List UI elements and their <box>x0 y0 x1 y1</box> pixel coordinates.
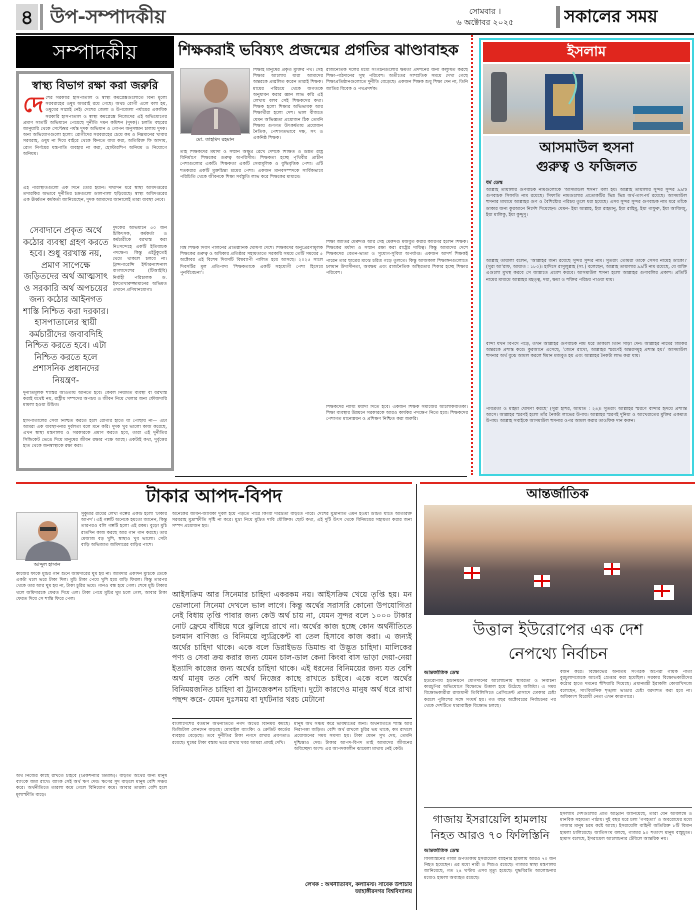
flag-icon <box>464 567 480 579</box>
header-rule <box>16 33 694 35</box>
gaza-body-1: ফিলিস্তিনের গাজা উপত্যকায় ইসরায়েলি বাহিনীর হামলায় আরও ৭০ জন নিহত হয়েছেন। এর মধ্যে নারী ও শিশুও রয়েছে। গাজার স্বাস্থ্য মন্ত্রণালয় জানিয়েছে, গত ২৪ ঘণ্টায় এসব মৃত্যু হয়েছে। যুদ্ধবিরতি আলোচনার মধ্যেও হামলা অব্যাহত রয়েছে। <box>424 857 556 881</box>
person-silhouette-icon <box>17 513 79 561</box>
international-body-1: ইউরোপীয় ইউনিয়নে যোগদানের আলোচনায় স্থবিরতা ও নির্বাচনী কারচুপির অভিযোগে বিক্ষোভে উত্তাল হয়ে উঠেছে জর্জিয়া। এ সময় বিক্ষোভকারীরা রাজধানী তিবিলিসিতে প্রেসিডেন্ট প্রাসাদে ঢোকার চেষ্টা করলে পুলিশের সঙ্গে সংঘর্ষ হয়। গত বছর অক্টোবরের নির্বাচনের পর থেকে দেশটিতে ধারাবাহিক বিক্ষোভ চলছে। <box>424 679 556 709</box>
editorial-label: সম্পাদকীয় <box>16 36 174 68</box>
main-body-1: শিক্ষাই মানুষের প্রকৃত মুক্তির পথ। সেই শিক্ষার আলোয় যারা আমাদের অন্তরকে প্রজ্বলিত করেন তারাই শিক্ষক। মায়ের পরিচয়ে থেকে জগতকে অনুধাবন করার জ্ঞান লাভ করি এই লেখায় বলব সেই শিক্ষকদের কথা। শিক্ষক হলো শিক্ষার অভিভাবক আর শিক্ষার্থীরা হলো দেশ। ভাল বীজতে যেমন অভিজ্ঞতা প্রয়োজন ঠিক তেমনি শিক্ষায় গুণগত উৎকর্ষতায় প্রয়োজন নৈতিক, পেশাগতভাবে দক্ষ, সৎ ও একনিষ্ঠ শিক্ষক। <box>253 68 323 142</box>
international-title <box>424 618 692 666</box>
section-title: উপ-সম্পাদকীয় <box>50 6 166 28</box>
column-separator <box>416 484 417 910</box>
main-body-5: শিক্ষা জাতির মেরুদণ্ড আর সেই মেরুদণ্ড মজবুত করার কারিগর হলেন শিক্ষক। শিক্ষকের মর্যাদা ও সম্মান রক্ষা করা রাষ্ট্রের দায়িত্ব। কিন্তু আমাদের দেশে শিক্ষকদের বেতন-ভাতা ও সুযোগ-সুবিধা অপর্যাপ্ত। একজন আদর্শ শিক্ষকই পারেন তার ছাত্রের মাঝে চরিত্র গড়ে তুলতে। কিন্তু আজকাল শিক্ষাঙ্গনগুলোতে চলমান উদাসীনতা, অবক্ষয় এবং রাজনৈতিক অস্থিরতার শিকার হচ্ছে শিক্ষার পরিবেশ। <box>326 240 468 277</box>
taka-body-1: সুকুমার রায়ের লেখা গল্পের একটি হলো 'টাকার আপদ'। এই গল্পটি অনেকে হয়তো জানেন, কিন্তু তারপরও বলি গল্পটি হলো এই রকম। বুড়ো মুচি রাতদিন কাজ করছে আর গান গান করছে। তার মেজাজ বড় খুশি, স্বাস্থ্যও খুব ভালো। সেটা বাড়ি অভিজাত জমিদারের বাড়ির পাশে। <box>81 512 167 549</box>
page-header <box>0 0 700 34</box>
islam-label: ইসলাম <box>483 42 690 62</box>
person-silhouette-icon <box>181 69 251 135</box>
divider <box>40 4 43 30</box>
editorial-body-4: হাসপাতালের সেবা নিশ্চিত করতে হলে রোগীর হাতে যা পৌঁছায় না— এটা আমরা এক ব্যবস্থাপনার দুর্বলতা বলে মনে করি। দুদক খুব ভালো কাজ করেছে, এখন স্বাস্থ্য মন্ত্রণালয় ও সরকারকে প্রমাণ করতে হবে, তারা এই দুর্নীতির সিন্ডিকেট ভেঙে দিয়ে মানুষের জীবন রক্ষার পক্ষে আছে। একটাই কথা, দুর্বৃত্তের হাত থেকে জনস্বাস্থ্যকে রক্ষা করা। <box>23 419 167 449</box>
main-article-title: শিক্ষকরাই ভবিষ্যৎ প্রজন্মের প্রগতির ঝাণ্ডাবাহক <box>178 41 459 59</box>
islam-box <box>479 38 694 476</box>
taka-article-title: টাকার আপদ-বিপদ <box>146 486 282 507</box>
islam-body-3: বান্দা যখন বিপদে পড়ে, তখন আল্লাহর গুণবাচক নাম ধরে ডাকলে তিনি সাড়া দেন। আল্লাহর নামের জিকির অন্তরকে প্রশান্ত করে। কুরআনে এসেছে, 'জেনে রাখো, আল্লাহর স্মরণেই অন্তরসমূহ প্রশান্ত হয়।' আসমাউল হুসনার অর্থ বুঝে আমল করলে ঈমান মজবুত হয় এবং আল্লাহর নৈকট্য লাভ করা যায়। <box>486 342 687 360</box>
author-photo <box>180 68 250 134</box>
gaza-desk: আন্তর্জাতিক ডেস্ক <box>424 848 459 854</box>
islam-article <box>483 136 690 474</box>
international-desk: আন্তর্জাতিক ডেস্ক <box>424 670 459 676</box>
gaza-title-1: গাজায় ইসরায়েলি হামলায় <box>432 813 548 826</box>
islam-title-2: গুরুত্ব ও ফজিলত <box>536 159 637 175</box>
gaza-body-2: ইসলামি দেশগুলোর প্রতি আহ্বান জানিয়েছে, তারা যেন অবিলম্বে ও মানবিক সহায়তা পাঠায়। দুই বছর ধরে চলা 'গণহত্যা' ও অবরোধের মধ্যে গাজার মানুষ চরম কষ্টে আছে। ইসরায়েলি বাহিনী অতিরিক্ত ৮টি বিমান হামলা চালিয়েছে। জাতিসংঘ বলছে, গাজার ৯০ শতাংশ মানুষ বাস্তুচ্যুত। হামাস বলেছে, ইসরায়েল আলোচনার টেবিলে আন্তরিক নয়। <box>560 812 692 842</box>
main-body-6: শিক্ষকদের ন্যায্য মর্যাদা দিতে হবে। একজন শিক্ষক সমাজের আলোকবর্তিকা। শিক্ষা ব্যবস্থার উন্নয়নে সরকারকে আরও কার্যকর পদক্ষেপ নিতে হবে। শিক্ষকদের পেশাগত মানোন্নয়ন ও প্রশিক্ষণ নিশ্চিত করা জরুরি। <box>326 405 468 423</box>
editorial-pull-quote: সেবাদানে প্রকৃত অর্থে কঠোর ব্যবস্থা গ্রহণ করতে হবে। শুধু বরখাস্ত নয়, প্রমাণ সাপেক্ষে জড়িতদের অর্থ আত্মসাৎ ও সরকারি অর্থ অপচয়ের জন্য কঠোর আইনগত শাস্তি নিশ্চিত করা দরকার। হাসপাতালের স্থায়ী কর্মচারীদের জবাবদিহি নিশ্চিত করতে হবে। এটা নিশ্চিত করতে হলে প্রশাসনিক প্রধানদের নিয়ন্ত্রণ- <box>23 226 109 386</box>
taka-body-4: অর্থ নিজের কাছে রাখতে চাইবে (প্রিকশনারি ডিমান্ড)। বাড়তি অর্থের জন্য মানুষ ব্যাংকে জমা রাখে। ব্যাংক সেই অর্থ ঋণ দেয়। ঋণের সুদ বাড়লে মানুষ বেশি সঞ্চয় করে। অর্থনীতিতে তারল্য কমে গেলে বিনিয়োগ কমে। আবার তারল্য বেশি হলে মূল্যস্ফীতি বাড়ে। <box>16 774 167 798</box>
taka-body-6: মানুষ অর্থ সঞ্চয় করে ভবিষ্যতের জন্য। অর্থনীতিতে শান্তি আর নিরাপত্তা জড়িত। বেশি অর্থ রাখলে চুরির ভয় থাকে, কম রাখলে প্রয়োজনের সময় সমস্যা হয়। টাকা যেমন সুখ দেয়, তেমনি দুশ্চিন্তাও দেয়। টাকার আপদ-বিপদ তাই আমাদের জীবনের অবিচ্ছেদ্য অংশ। এর আপদকালীন ঝামেলা মাথায় নেই কেউ। <box>294 722 412 752</box>
international-title-2: নেপথ্যে নির্বাচন <box>508 644 608 663</box>
newspaper-logo: সকালের সময় <box>564 7 658 27</box>
date-block <box>430 6 540 28</box>
islam-body-2: আল্লাহ তায়ালা বলেন, 'আল্লাহর জন্য রয়েছে সুন্দর সুন্দর নাম। সুতরাং তোমরা তাঁকে সেসব নামেই ডাকো।' (সুরা আ'রাফ, আয়াত : ১৮০)। হাদিসে রাসুলুল্লাহ (সা.) বলেছেন, আল্লাহ তায়ালার ৯৯টি নাম রয়েছে, যে ব্যক্তি এগুলো মুখস্থ করবে সে জান্নাতে প্রবেশ করবে। আসমাউল হুসনা হলো আল্লাহর গুণাবলির প্রকাশ। প্রতিটি নামের মাধ্যমে আল্লাহর মহত্ত্ব, দয়া, ক্ষমা ও শক্তির পরিচয় পাওয়া যায়। <box>486 259 687 283</box>
gaza-title <box>424 812 556 844</box>
flag-icon <box>534 575 550 587</box>
main-body-3: বিশ্ব শিক্ষক দিবস পালনের প্রতিষ্ঠানিক ঘোষণা দেশে। শিক্ষকদের অনুপ্রেরণামূলক শিক্ষকের গুরুত্ব ও অধিকার প্রতিষ্ঠার সহায়তাতে সরকারি সময়ে তেটি সময়ের ৫ অক্টোবর এই বিশেষ দিবসটি বিশ্বব্যাপী পালিত হয়ে আসছে। ২০২৫ সালে দিবসটির মূল প্রতিপাদ্য 'শিক্ষকতাকে একটি সহযোগী পেশা হিসেবে পুনর্বিবেচনা'। <box>180 246 323 276</box>
islam-body-4: পবিত্রতা ও মহিমা ঘোষণা করছে' (সুরা হাশর, আয়াত : ২৪)। সুতরাং আল্লাহর স্মরণে বান্দার হৃদয়ে প্রশান্তি আসে। আল্লাহর স্মরণই হলো তাঁর নৈকট্য লাভের উপায়। আল্লাহর স্মরণই দুনিয়া ও আখেরাতের মুক্তির একমাত্র উপায়। আল্লাহ সবাইকে আসমাউল হুসনার ওপর আমল করার তাওফিক দান করুন। <box>486 407 687 425</box>
editorial-body-3: দুর্নীতিমূলক শাস্তির আওতায় আনতে হবে। কেবল নিয়মিত ব্যবস্থা বা বরখাস্ত করাই যথেষ্ট নয়, রাষ্ট্রীয় সম্পদের অপচয় ও জীবন নিয়ে খেলার জন্য ফৌজদারি মামলা হওয়া উচিত। <box>23 391 167 409</box>
taka-pull-quote: আইসক্রিম আর সিনেমার চাহিদা একরকম নয়। আইসক্রিম খেয়ে তৃপ্তি হয়। মন ভোলানো সিনেমা দেখলে ভাল লাগে। কিন্তু অর্থের সরাসরি কোনো উপযোগিতা নেই বিধায় তৃপ্তি পাবার জন্য কেউ অর্থ চায় না, যেমন সুন্দর বলে ১০০০ টাকার নোট ফ্রেমে বাঁধিয়ে ঘরে ঝুলিয়ে রাখে না। অর্থের কাজ হচ্ছে কোন অর্থনীতিতে চলমান বাণিজ্য ও বিনিময়ে ল্যুব্রিকেন্ট বা তেল হিসাবে কাজ করা। এ জন্যই অর্থের চাহিদা থাকে। একে বলে ডিরাইভড ডিমান্ড বা উদ্ভূত চাহিদা। মালিকের পণ্য ও সেবা ক্রয় করার জন্য যেমন চাল-ডাল কেনা কিংবা বাস ভাড়া দেয়া-নেয়া ইত্যাদি কাজের জন্য অর্থের চাহিদা থাকে। এই ধরনের বিনিময়ের জন্য যত বেশি অর্থ মানুষ তত বেশি অর্থ নিজের কাছে রাখতে চাইবে। একে বলে অর্থের বিনিময়জনিত চাহিদা বা ট্রানজেকশন চাহিদা। দুটো কারণেও মানুষ অর্থ ধরে রাখা পছন্দ করে- যেমন দুঃসময় বা দুর্ঘটনার খরচ মেটানো <box>172 590 412 704</box>
main-body-2: তাই শিক্ষকদের মর্যাদা ও সম্মান অক্ষুণ্ণ রেখে দেশকে শিক্ষিত ও উন্নত রাষ্ট্র বিনির্মাণে শিক্ষকের গুরুত্ব অপরিসীম। শিক্ষকতা হচ্ছে পৃথিবীর প্রাচীন পেশাগুলোর একটি। শিক্ষকতা একটি সেবামূলিক ও বুদ্ধিবৃত্তিক পেশা। এটি শতকরার একটি মুক্তচিন্তা শ্রমের পেশা। একজন মানবসম্পদকে সার্বিকভাবে পরিচিতি থেকে জীবনকে শিক্ষা সর্বস্তুতি লাভ করে শিক্ষকের মাধ্যমে। <box>180 150 323 180</box>
editorial-box <box>16 71 174 471</box>
author-caption: মো. তাহমিদ রহমান <box>195 137 235 143</box>
author-caption: আব্দুল হাসান <box>33 562 61 568</box>
main-body-4: রাজনৈতিক দলের মধ্যে সংগঠনগুলোর ক্ষমতা প্রদর্শনের জন্য কলুষিত করছে শিক্ষা-পাঠদানের সুস্থ পরিবেশ। অতীতের সাম্প্রতিক সময়ে দেখা গেছে শিক্ষাপ্রতিষ্ঠানগুলোতে দুর্নীতি বেড়েছে। একজন শিক্ষক শুধু শিক্ষা দেন না, তিনি জাতির বিবেক ও পথপ্রদর্শক। <box>326 68 468 92</box>
islam-title-1: আসমাউল হুসনা <box>539 140 634 156</box>
column-separator <box>471 35 473 475</box>
quran-image <box>483 64 690 134</box>
international-label: আন্তর্জাতিক <box>526 487 589 502</box>
section-rule <box>420 482 695 484</box>
gaza-title-2: নিহত আরও ৭০ ফিলিস্তিনি <box>430 829 550 842</box>
day: সোমবার । <box>469 7 501 16</box>
author-photo <box>16 512 78 560</box>
taka-author-line: লেখক : অর্থনীতিবিদ, কলামিস্ট। সাবেক উপাচার্য জাহাঙ্গীরনগর বিশ্ববিদ্যালয় <box>305 882 412 895</box>
section-rule <box>16 482 412 484</box>
taka-body-5: বাংলাদেশের বর্তমান অর্থনীতিতে নগদ অর্থের বিনিময় কমছে। ডিজিটাল লেনদেন বাড়ছে। মোবাইল ব্যাংকিং ও ক্রেডিট কার্ডের ব্যবহার বেড়েছে। তবে দুর্নীতির টাকা নগদে রাখার প্রবণতাও রয়েছে। ঘুষের টাকা বস্তায় ভরে রাখার খবর আমরা প্রায়ই দেখি। <box>172 722 290 746</box>
editorial-body: দেশের সরকারি হাসপাতাল ও স্বাস্থ্য কমপ্লেক্সগুলোতে বিনা মূল্যে সরবরাহের ওষুধ অধরাই রয়ে গেছে। অথচ রোগী এলে বলা হয়, ওষুধের সাপ্লাই নেই। দেশের জেলা ও উপজেলা পর্যায়ের একাধিক সরকারি হাসপাতাল ও স্বাস্থ্য কমপ্লেক্সে নিজেদের এই অভিযোগের প্রমাণ সাতটি অভিযানে পেয়েছে দুর্নীতি দমন কমিশন (দুদক)। চলতি বছরের জানুয়ারি থেকে সেপ্টেম্বর পর্যন্ত দুদক অভিযান ও গোপন অনুসন্ধান চালায় দুদক। অন্য অভিযোগগুলো হলো: রোগীদের সরবরাহের চেয়ে কম ও নিম্নমানের খাবার সরবরাহ, ওষুধ না দিয়ে বাইরে থেকে কিনতে বাধ্য করা, অতিরিক্ত ফি আদায়, রোগ নির্ণয়ের যন্ত্রপাতি ব্যবহার না করা, হোস্টারশিপ অনিয়ম ও নিয়োগে অনিয়ম। <box>23 96 167 157</box>
flag-icon <box>604 563 620 575</box>
quran-book-icon <box>483 64 690 134</box>
divider <box>172 718 412 719</box>
islam-desk: ধর্ম ডেস্ক <box>486 180 503 186</box>
dropcap: দে <box>23 96 44 118</box>
article-rule <box>175 476 467 477</box>
international-body-2: বর্জন করে। বিক্ষোভের অন্যতম সংগঠক অপেরা গায়ক পাতা বুরচুলাদজেকে আগেই গ্রেপ্তার করা হয়েছিল। সরকার বিক্ষোভকারীদের কঠোর হাতে দমনের হুঁশিয়ারি দিয়েছে। প্রধানমন্ত্রী ইরাকলি কোবাখিদজে বলেছেন, সাংবিধানিক শৃঙ্খলা ভাঙার চেষ্টা বরদাশত করা হবে না। অধিকাংশ বিরোধী নেতা এখন কারাগারে। <box>560 670 692 700</box>
flag-icon <box>654 585 674 600</box>
international-title-1: উত্তাল ইউরোপের এক দেশ <box>472 620 644 639</box>
editorial-body-2: এই পরিস্থিতিগুলো এক দিনে তৈরি হয়নি। দীর্ঘদিন ধরে স্বাস্থ্য অধিদপ্তরের তদারকির অভাবে দুর্নীতির চক্রগুলো ডালপালা ছড়িয়েছে। স্বাস্থ্য অধিদপ্তরের এক ঊর্ধ্বতন কর্মকর্তা জানিয়েছেন, দুদক আমাদের জানালেই তারা ব্যবস্থা নেবে। <box>23 186 167 204</box>
page-number: ৪ <box>16 4 38 30</box>
divider <box>424 807 692 808</box>
editorial-side-text: দুদকের অভিযানে ৫০ জন চিকিৎসক, কর্মকর্তা ও কর্মচারীকে বরখাস্ত করা নিঃসন্দেহে একটি ইতিবাচক পদক্ষেপ। কিন্তু এইটুকুতেই থেমে থাকলে চলবে না। ট্রান্সপারেন্সি ইন্টারন্যাশনাল বাংলাদেশের (টিআইবি) নির্বাহী পরিচালক ড. ইফতেখারুজ্জামানের অভিমত এখানে প্রণিধানযোগ্য। <box>112 226 167 294</box>
taka-body-2: কাজের ফাঁকে মুচির গান শুনে জমিদারের ঘুম হয় না। জমিদার একদিন মুচিকে ডেকে একটা থলে ভরে টাকা দিল। মুচি টাকা পেয়ে খুশি হয়ে বাড়ি ফিরল। কিন্তু তারপর থেকে তার আর ঘুম হয় না, টাকা চুরির ভয়ে। গানও বন্ধ হয়ে গেল। শেষে মুচি টাকার থলে জমিদারকে ফেরত দিয়ে এল। টাকা পেয়ে মুচির ঘুম চলে গেল, আবার টাকা ফেরত দিয়ে সে শান্তি ফিরে পেল। <box>16 572 167 602</box>
editorial-title: স্বাস্থ্য বিভাগ রক্ষা করা জরুরি <box>31 79 159 92</box>
date: ৬ অক্টোবর ২০২৫ <box>456 18 514 27</box>
protest-photo <box>424 505 692 615</box>
taka-body-3: অনেকের জীবন-জীবিকা দুর্বল হয়ে পড়তে পারে কিংবা দরিদ্রতা বাড়তে পারে। দেশের মুদ্রানীতি এমন হওয়া উচিত যাতে অতিরিক্ত সরবরাহ মুদ্রাস্ফীতি সৃষ্টি না করে। মুদ্রা নিয়ে মুদ্রিত দাবি যৌক্তিক। ছোট কথা, এই দুটি উৎস থেকে বিনিময়ের সহায়তা করার জন্য সম্পদ প্রয়োজন হয়। <box>172 512 412 530</box>
divider <box>556 6 560 28</box>
islam-body-1: আল্লাহ তায়ালার গুণবাচক নামগুলোকে 'আসমাউল হুসনা' বলা হয়। আল্লাহ তায়ালার সুন্দর সুন্দর ৯৯টি গুণবাচক সিফাতি নাম রয়েছে। সিফাতি নামগুলোর প্রত্যেকটির ভিন্ন ভিন্ন অর্থ-তাৎপর্য রয়েছে। আসমাউল হুসনার মাধ্যমে আল্লাহর গুণ ও বৈশিষ্ট্যের পরিচয় তুলে ধরা হয়েছে। এসব সুন্দর সুন্দর গুণবাচক নাম ধরে তাঁকে ডাকার জন্য কুরআনে নির্দেশ দিয়েছেন। যেমন- ইয়া আল্লাহ, ইয়া রাহমানু, ইয়া রাহিমু, ইয়া গাফুরু, ইয়া আজিজু, ইয়া মালিকু, ইয়া কুদ্দুসু। <box>486 188 687 218</box>
